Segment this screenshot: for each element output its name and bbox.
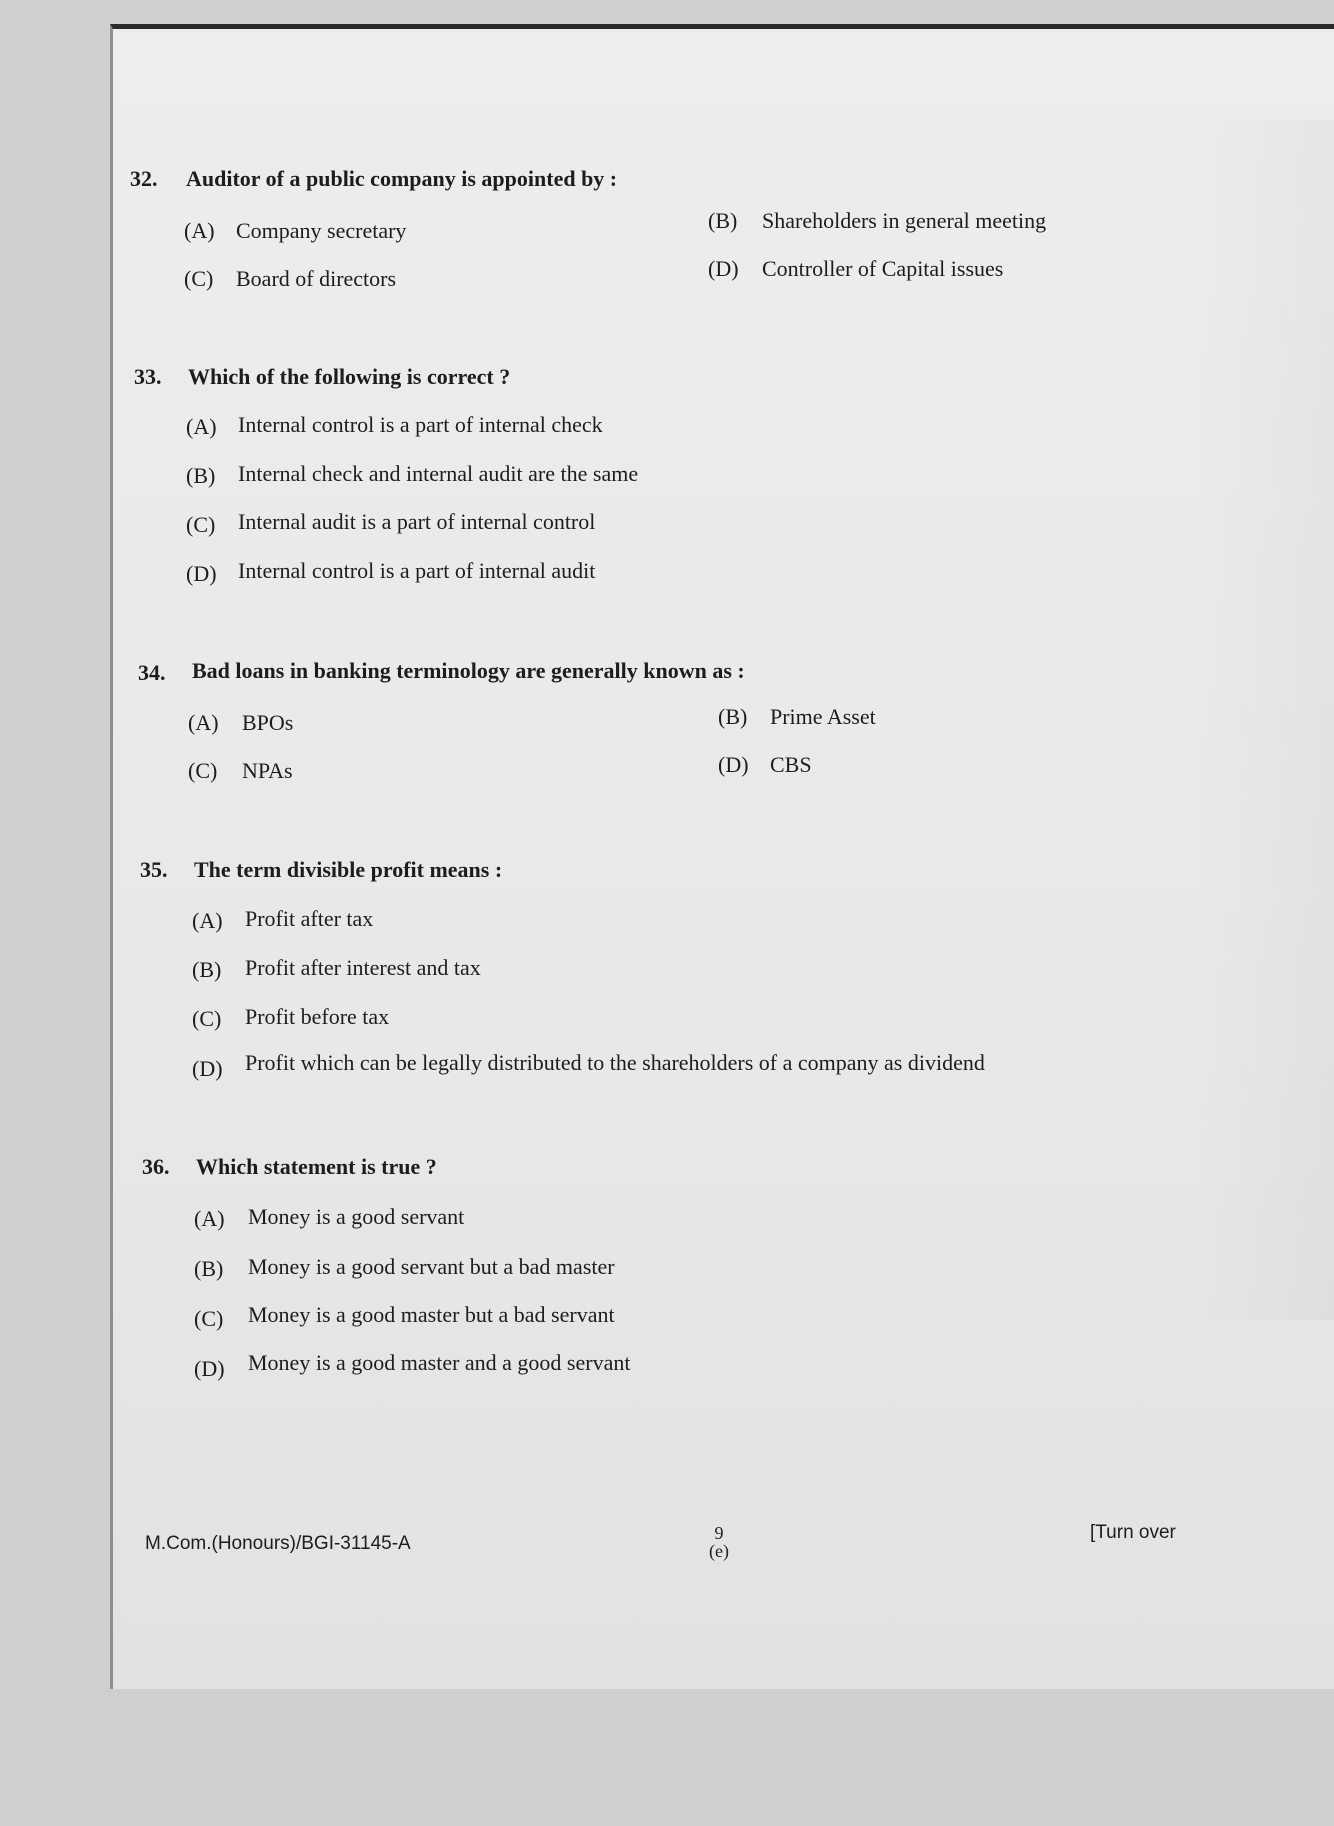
- option-text: Internal control is a part of internal audit: [238, 558, 596, 583]
- option-label: (D): [186, 561, 217, 586]
- option-text: Internal control is a part of internal check: [238, 412, 603, 437]
- option-text: CBS: [770, 752, 812, 777]
- option-text: Internal audit is a part of internal control: [238, 509, 596, 534]
- option-label: (C): [194, 1306, 224, 1331]
- option-label: (D): [192, 1056, 223, 1081]
- option-label: (C): [184, 266, 214, 291]
- option-label: (B): [718, 704, 748, 729]
- option-label: (D): [718, 752, 749, 777]
- question-text: Auditor of a public company is appointed by :: [186, 166, 618, 191]
- option-text: Money is a good servant: [248, 1204, 465, 1229]
- option-text: Money is a good master but a bad servant: [248, 1302, 615, 1327]
- option-label: (A): [194, 1206, 225, 1231]
- question-text: Bad loans in banking terminology are generally known as :: [192, 658, 745, 683]
- page-number-sub: (e): [709, 1541, 729, 1561]
- option-text: Money is a good servant but a bad master: [248, 1254, 615, 1279]
- option-text: Profit before tax: [245, 1004, 390, 1029]
- question-text: The term divisible profit means :: [194, 857, 503, 882]
- turn-over-note: [Turn over: [1090, 1522, 1176, 1543]
- option-text: Prime Asset: [770, 704, 876, 729]
- option-text: Profit which can be legally distributed to the shareholders of a company as dividend: [245, 1050, 985, 1075]
- option-label: (C): [186, 512, 216, 537]
- question-number: 34.: [138, 660, 166, 685]
- option-label: (B): [186, 463, 216, 488]
- option-text: Profit after tax: [245, 906, 374, 931]
- option-label: (A): [188, 710, 219, 735]
- option-text: Controller of Capital issues: [762, 256, 1004, 281]
- option-label: (C): [188, 758, 218, 783]
- question-number: 36.: [142, 1154, 170, 1179]
- question-text: Which of the following is correct ?: [188, 364, 511, 389]
- option-text: Shareholders in general meeting: [762, 208, 1047, 233]
- page-number: [709, 1524, 729, 1560]
- option-text: BPOs: [242, 710, 294, 735]
- option-label: (B): [708, 208, 738, 233]
- option-label: (B): [194, 1256, 224, 1281]
- option-text: Internal check and internal audit are the same: [238, 461, 639, 486]
- option-label: (A): [192, 908, 223, 933]
- question-number: 33.: [134, 364, 162, 389]
- option-label: (D): [708, 256, 739, 281]
- question-number: 32.: [130, 166, 158, 191]
- option-label: (D): [194, 1356, 225, 1381]
- option-label: (A): [186, 414, 217, 439]
- page-number-value: 9: [714, 1523, 724, 1543]
- question-text: Which statement is true ?: [196, 1154, 437, 1179]
- paper-code: M.Com.(Honours)/BGI-31145-A: [145, 1533, 411, 1554]
- option-text: NPAs: [242, 758, 293, 783]
- option-text: Company secretary: [236, 218, 407, 243]
- option-label: (A): [184, 218, 215, 243]
- option-text: Profit after interest and tax: [245, 955, 481, 980]
- question-number: 35.: [140, 857, 168, 882]
- option-text: Board of directors: [236, 266, 397, 291]
- option-text: Money is a good master and a good servant: [248, 1350, 631, 1375]
- option-label: (C): [192, 1006, 222, 1031]
- option-label: (B): [192, 957, 222, 982]
- bleed-through-shadow: [1190, 120, 1334, 1320]
